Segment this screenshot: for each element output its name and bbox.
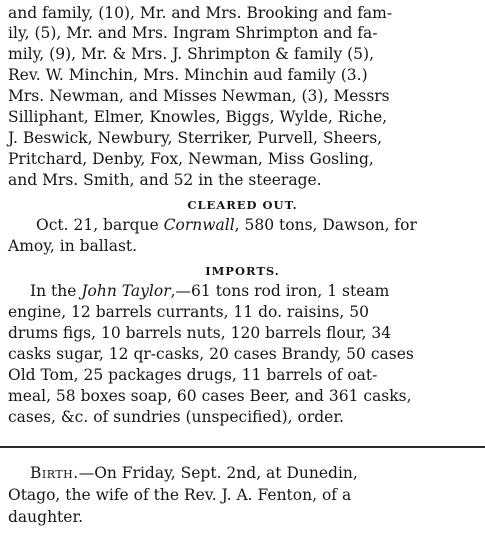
- imports-heading: IMPORTS.: [205, 264, 280, 278]
- birth-notice-text: —On Friday, Sept. 2nd, at Dunedin,: [78, 464, 358, 482]
- imports-line: drums figs, 10 barrels nuts, 120 barrels flour, 34: [8, 324, 392, 342]
- passenger-line: and family, (10), Mr. and Mrs. Brooking and fam-: [8, 4, 393, 22]
- birth-notice-line: [30, 464, 358, 482]
- imports-cargo-text: ,—61 tons rod iron, 1 steam: [170, 282, 390, 300]
- cleared-out-line: Amoy, in ballast.: [8, 237, 138, 255]
- passenger-line: mily, (9), Mr. & Mrs. J. Shrimpton & family (5),: [8, 45, 375, 63]
- imports-line: Old Tom, 25 packages drugs, 11 barrels of oat-: [8, 366, 378, 384]
- passenger-line: Mrs. Newman, and Misses Newman, (3), Messrs: [8, 87, 390, 105]
- cleared-out-date-text: Oct. 21, barque: [36, 216, 164, 234]
- birth-notice-line: Otago, the wife of the Rev. J. A. Fenton, of a: [8, 486, 352, 504]
- section-divider: [0, 446, 485, 448]
- birth-label: Birth.: [30, 464, 79, 482]
- passenger-line: Silliphant, Elmer, Knowles, Biggs, Wylde, Riche,: [8, 108, 388, 126]
- imports-line: meal, 58 boxes soap, 60 cases Beer, and 361 casks,: [8, 387, 412, 405]
- ship-name-cornwall: Cornwall: [163, 216, 235, 234]
- passenger-line: Pritchard, Denby, Fox, Newman, Miss Gosling,: [8, 150, 374, 168]
- birth-notice-line: daughter.: [8, 508, 84, 526]
- cleared-out-heading: CLEARED OUT.: [187, 198, 298, 212]
- passenger-line: Rev. W. Minchin, Mrs. Minchin aud family (3.): [8, 66, 368, 84]
- cleared-out-details-text: , 580 tons, Dawson, for: [234, 216, 417, 234]
- cleared-out-line: [36, 216, 417, 234]
- imports-line: [30, 282, 389, 300]
- ship-name-john-taylor: John Taylor: [81, 282, 171, 300]
- imports-intro-text: In the: [30, 282, 82, 300]
- passenger-line: and Mrs. Smith, and 52 in the steerage.: [8, 171, 322, 189]
- imports-line: cases, &c. of sundries (unspecified), order.: [8, 408, 344, 426]
- imports-line: casks sugar, 12 qr-casks, 20 cases Brandy, 50 cases: [8, 345, 414, 363]
- imports-line: engine, 12 barrels currants, 11 do. raisins, 50: [8, 303, 369, 321]
- passenger-line: ily, (5), Mr. and Mrs. Ingram Shrimpton and fa-: [8, 24, 378, 42]
- passenger-line: J. Beswick, Newbury, Sterriker, Purvell, Sheers,: [8, 129, 383, 147]
